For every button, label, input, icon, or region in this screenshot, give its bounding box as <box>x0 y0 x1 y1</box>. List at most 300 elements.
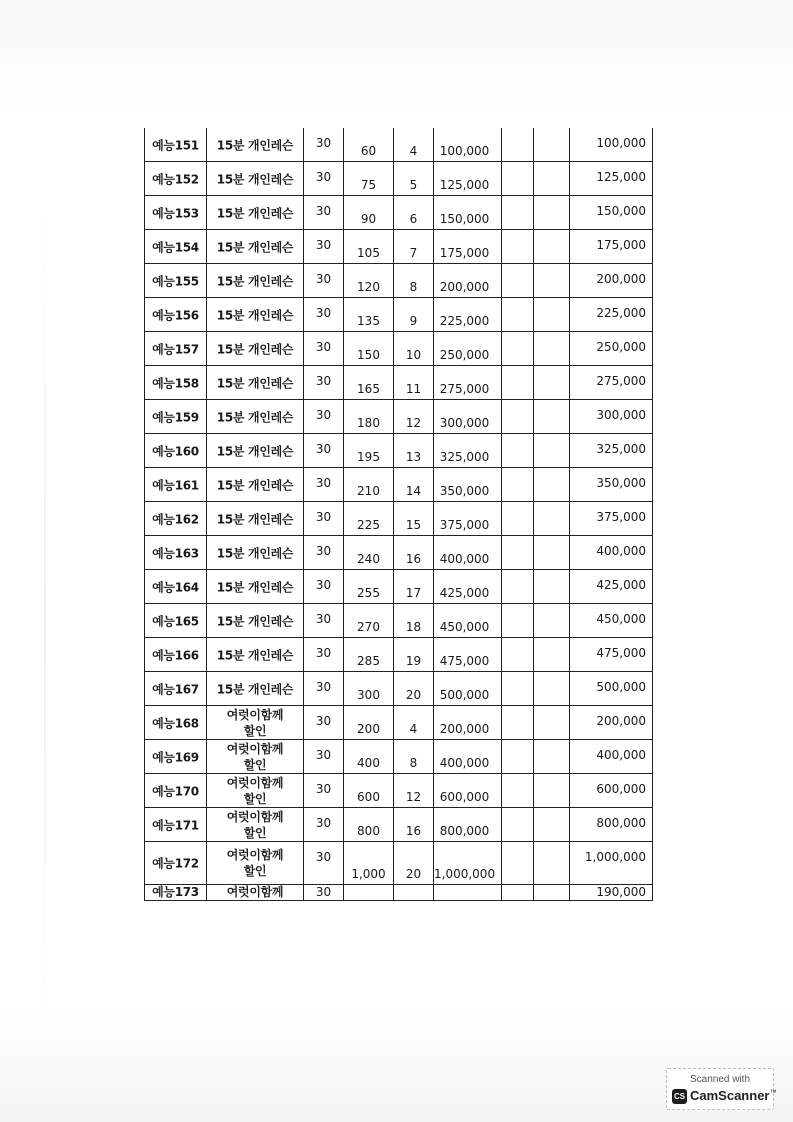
weeks-cell-text: 5 <box>409 178 418 192</box>
weeks-cell-text: 10 <box>405 348 422 362</box>
table-row <box>145 842 653 885</box>
empty-cell-b <box>534 468 570 502</box>
course-name-cell-text <box>207 775 303 807</box>
course-name-line: 할인 <box>243 757 267 772</box>
count-cell-text: 30 <box>315 850 332 864</box>
minutes-cell <box>344 638 394 672</box>
table-row <box>145 468 653 502</box>
count-cell <box>304 332 344 366</box>
table-row <box>145 808 653 842</box>
course-name-cell-text <box>207 646 303 663</box>
table-row <box>145 366 653 400</box>
weeks-cell <box>394 885 434 901</box>
count-cell <box>304 774 344 808</box>
amount-cell-text: 425,000 <box>439 586 490 600</box>
empty-cell-b <box>534 536 570 570</box>
course-name-line: 할인 <box>243 723 267 738</box>
count-cell <box>304 502 344 536</box>
minutes-cell-text: 600 <box>357 790 380 804</box>
weeks-cell <box>394 570 434 604</box>
table-row <box>145 298 653 332</box>
course-name-line: 할인 <box>243 825 267 840</box>
amount-cell <box>434 570 502 604</box>
row-id-cell-text: 예능173 <box>152 885 199 899</box>
weeks-cell-text: 16 <box>405 552 422 566</box>
minutes-cell-text: 105 <box>357 246 380 260</box>
row-id-cell <box>145 706 207 740</box>
row-id-cell <box>145 264 207 298</box>
minutes-cell-text: 400 <box>357 756 380 770</box>
count-cell-text: 30 <box>315 544 332 558</box>
total-cell <box>570 604 653 638</box>
course-name-line: 15분 개인레슨 <box>216 206 294 220</box>
row-id-cell <box>145 162 207 196</box>
total-cell <box>570 570 653 604</box>
count-cell <box>304 604 344 638</box>
row-id-cell <box>145 672 207 706</box>
empty-cell-a <box>502 808 534 842</box>
empty-cell-b <box>534 842 570 885</box>
count-cell-text: 30 <box>315 374 332 388</box>
course-name-cell-text <box>207 374 303 391</box>
minutes-cell-text: 1,000 <box>351 867 386 881</box>
table-row <box>145 128 653 162</box>
total-cell <box>570 468 653 502</box>
table-row <box>145 502 653 536</box>
table-row <box>145 706 653 740</box>
table-row <box>145 536 653 570</box>
total-cell-text: 400,000 <box>596 544 646 558</box>
count-cell-text: 30 <box>315 748 332 762</box>
minutes-cell <box>344 774 394 808</box>
row-id-cell <box>145 434 207 468</box>
minutes-cell-text: 285 <box>357 654 380 668</box>
course-name-line: 15분 개인레슨 <box>216 172 294 186</box>
row-id-cell-text: 예능164 <box>152 580 199 594</box>
empty-cell-a <box>502 885 534 901</box>
count-cell <box>304 196 344 230</box>
empty-cell-b <box>534 502 570 536</box>
course-name-cell-text <box>207 442 303 459</box>
count-cell-text: 30 <box>315 680 332 694</box>
total-cell <box>570 808 653 842</box>
course-name-line: 15분 개인레슨 <box>216 444 294 458</box>
course-name-line: 여럿이함께 <box>226 707 284 722</box>
total-cell <box>570 536 653 570</box>
empty-cell-b <box>534 332 570 366</box>
amount-cell-text: 1,000,000 <box>434 867 496 881</box>
course-name-cell-text <box>207 306 303 323</box>
row-id-cell-text: 예능165 <box>152 614 199 628</box>
row-id-cell <box>145 604 207 638</box>
weeks-cell-text: 7 <box>409 246 418 260</box>
empty-cell-a <box>502 570 534 604</box>
empty-cell-b <box>534 230 570 264</box>
weeks-cell-text: 16 <box>405 824 422 838</box>
empty-cell-b <box>534 264 570 298</box>
total-cell-text: 200,000 <box>596 272 646 286</box>
minutes-cell-text: 240 <box>357 552 380 566</box>
count-cell-text: 30 <box>315 714 332 728</box>
total-cell-text: 100,000 <box>596 136 646 150</box>
row-id-cell-text: 예능167 <box>152 682 199 696</box>
weeks-cell-text: 4 <box>409 722 418 736</box>
total-cell <box>570 298 653 332</box>
amount-cell-text: 175,000 <box>439 246 490 260</box>
row-id-cell <box>145 298 207 332</box>
minutes-cell-text: 210 <box>357 484 380 498</box>
weeks-cell-text: 8 <box>409 756 418 770</box>
course-name-line: 15분 개인레슨 <box>216 580 294 594</box>
total-cell-text: 375,000 <box>596 510 646 524</box>
course-name-cell <box>207 298 304 332</box>
count-cell <box>304 400 344 434</box>
minutes-cell <box>344 332 394 366</box>
empty-cell-a <box>502 366 534 400</box>
course-name-cell-text <box>207 238 303 255</box>
table-row <box>145 230 653 264</box>
weeks-cell <box>394 298 434 332</box>
row-id-cell-text: 예능152 <box>152 172 199 186</box>
course-name-line: 15분 개인레슨 <box>216 546 294 560</box>
table-row <box>145 196 653 230</box>
course-name-cell-text <box>207 680 303 697</box>
minutes-cell <box>344 264 394 298</box>
minutes-cell <box>344 400 394 434</box>
minutes-cell-text: 200 <box>357 722 380 736</box>
course-name-cell-text <box>207 544 303 561</box>
course-name-cell-text <box>207 340 303 357</box>
course-name-cell-text <box>207 408 303 425</box>
minutes-cell <box>344 536 394 570</box>
course-name-cell <box>207 672 304 706</box>
total-cell-text: 125,000 <box>596 170 646 184</box>
empty-cell-b <box>534 672 570 706</box>
minutes-cell-text: 90 <box>360 212 377 226</box>
weeks-cell <box>394 332 434 366</box>
weeks-cell <box>394 400 434 434</box>
row-id-cell <box>145 536 207 570</box>
camscanner-logo-icon: CS <box>672 1089 687 1104</box>
count-cell <box>304 706 344 740</box>
empty-cell-b <box>534 128 570 162</box>
row-id-cell <box>145 885 207 901</box>
table-row <box>145 264 653 298</box>
row-id-cell <box>145 842 207 885</box>
amount-cell <box>434 808 502 842</box>
course-name-cell <box>207 196 304 230</box>
course-name-line: 15분 개인레슨 <box>216 342 294 356</box>
fee-table-body <box>145 128 653 901</box>
row-id-cell-text: 예능169 <box>152 750 199 764</box>
weeks-cell <box>394 264 434 298</box>
course-name-cell-text <box>207 272 303 289</box>
empty-cell-a <box>502 638 534 672</box>
total-cell-text: 800,000 <box>596 816 646 830</box>
minutes-cell <box>344 468 394 502</box>
minutes-cell-text: 150 <box>357 348 380 362</box>
course-name-line: 15분 개인레슨 <box>216 648 294 662</box>
course-name-cell <box>207 706 304 740</box>
total-cell <box>570 672 653 706</box>
course-name-line: 15분 개인레슨 <box>216 376 294 390</box>
total-cell-text: 1,000,000 <box>584 850 646 864</box>
amount-cell <box>434 706 502 740</box>
total-cell-text: 300,000 <box>596 408 646 422</box>
minutes-cell-text: 180 <box>357 416 380 430</box>
weeks-cell <box>394 128 434 162</box>
minutes-cell <box>344 298 394 332</box>
count-cell-text: 30 <box>315 782 332 796</box>
minutes-cell <box>344 230 394 264</box>
course-name-cell <box>207 842 304 885</box>
amount-cell <box>434 740 502 774</box>
course-name-cell-text <box>207 510 303 527</box>
empty-cell-a <box>502 706 534 740</box>
minutes-cell-text: 225 <box>357 518 380 532</box>
count-cell <box>304 842 344 885</box>
course-name-cell <box>207 774 304 808</box>
minutes-cell-text: 255 <box>357 586 380 600</box>
course-name-cell <box>207 570 304 604</box>
camscanner-watermark <box>666 1068 777 1110</box>
minutes-cell <box>344 706 394 740</box>
amount-cell-text: 375,000 <box>439 518 490 532</box>
empty-cell-b <box>534 570 570 604</box>
course-name-cell-text <box>207 136 303 153</box>
weeks-cell <box>394 502 434 536</box>
total-cell <box>570 885 653 901</box>
empty-cell-b <box>534 434 570 468</box>
total-cell-text: 600,000 <box>596 782 646 796</box>
empty-cell-a <box>502 740 534 774</box>
count-cell-text: 30 <box>315 442 332 456</box>
weeks-cell <box>394 808 434 842</box>
weeks-cell <box>394 468 434 502</box>
amount-cell-text: 150,000 <box>439 212 490 226</box>
amount-cell <box>434 196 502 230</box>
course-name-line: 할인 <box>243 864 267 878</box>
count-cell <box>304 570 344 604</box>
total-cell <box>570 264 653 298</box>
total-cell <box>570 434 653 468</box>
table-row <box>145 774 653 808</box>
row-id-cell <box>145 400 207 434</box>
empty-cell-b <box>534 196 570 230</box>
row-id-cell-text: 예능171 <box>152 818 199 832</box>
course-name-cell-text <box>207 885 303 900</box>
paper-edge-shadow <box>44 200 46 1050</box>
empty-cell-b <box>534 162 570 196</box>
amount-cell <box>434 842 502 885</box>
amount-cell <box>434 604 502 638</box>
empty-cell-a <box>502 128 534 162</box>
row-id-cell-text: 예능151 <box>152 138 199 152</box>
total-cell <box>570 366 653 400</box>
total-cell <box>570 842 653 885</box>
empty-cell-b <box>534 885 570 901</box>
minutes-cell <box>344 570 394 604</box>
row-id-cell-text: 예능154 <box>152 240 199 254</box>
minutes-cell-text: 135 <box>357 314 380 328</box>
empty-cell-a <box>502 842 534 885</box>
course-name-cell <box>207 885 304 901</box>
amount-cell-text: 475,000 <box>439 654 490 668</box>
course-name-line: 15분 개인레슨 <box>216 512 294 526</box>
empty-cell-a <box>502 332 534 366</box>
course-name-line: 여럿이함께 <box>226 775 284 790</box>
weeks-cell <box>394 162 434 196</box>
row-id-cell <box>145 808 207 842</box>
minutes-cell <box>344 885 394 901</box>
count-cell <box>304 672 344 706</box>
count-cell-text: 30 <box>315 272 332 286</box>
amount-cell <box>434 536 502 570</box>
amount-cell <box>434 502 502 536</box>
weeks-cell-text: 13 <box>405 450 422 464</box>
count-cell-text: 30 <box>315 170 332 184</box>
course-name-line: 15분 개인레슨 <box>216 614 294 628</box>
minutes-cell <box>344 162 394 196</box>
empty-cell-b <box>534 774 570 808</box>
count-cell-text: 30 <box>315 204 332 218</box>
count-cell <box>304 298 344 332</box>
row-id-cell <box>145 332 207 366</box>
course-name-line: 15분 개인레슨 <box>216 682 294 696</box>
amount-cell <box>434 366 502 400</box>
minutes-cell <box>344 604 394 638</box>
total-cell-text: 175,000 <box>596 238 646 252</box>
empty-cell-a <box>502 536 534 570</box>
row-id-cell <box>145 366 207 400</box>
empty-cell-a <box>502 434 534 468</box>
total-cell-text: 275,000 <box>596 374 646 388</box>
row-id-cell <box>145 502 207 536</box>
count-cell-text: 30 <box>315 646 332 660</box>
course-name-line: 15분 개인레슨 <box>216 138 294 152</box>
amount-cell <box>434 332 502 366</box>
weeks-cell <box>394 706 434 740</box>
total-cell-text: 225,000 <box>596 306 646 320</box>
count-cell-text: 30 <box>315 408 332 422</box>
amount-cell <box>434 298 502 332</box>
weeks-cell-text: 6 <box>409 212 418 226</box>
watermark-brand <box>690 1088 776 1103</box>
row-id-cell-text: 예능159 <box>152 410 199 424</box>
table-row <box>145 434 653 468</box>
amount-cell <box>434 230 502 264</box>
course-name-cell <box>207 536 304 570</box>
amount-cell-text: 200,000 <box>439 722 490 736</box>
amount-cell-text: 350,000 <box>439 484 490 498</box>
empty-cell-b <box>534 808 570 842</box>
course-name-cell-text <box>207 847 303 879</box>
minutes-cell-text: 270 <box>357 620 380 634</box>
row-id-cell <box>145 128 207 162</box>
course-name-cell <box>207 638 304 672</box>
row-id-cell-text: 예능170 <box>152 784 199 798</box>
total-cell <box>570 128 653 162</box>
total-cell-text: 190,000 <box>596 885 646 899</box>
course-name-cell <box>207 264 304 298</box>
total-cell <box>570 332 653 366</box>
row-id-cell <box>145 468 207 502</box>
total-cell <box>570 638 653 672</box>
table-row <box>145 885 653 901</box>
empty-cell-a <box>502 774 534 808</box>
minutes-cell-text: 195 <box>357 450 380 464</box>
minutes-cell-text: 60 <box>360 144 377 158</box>
empty-cell-a <box>502 196 534 230</box>
row-id-cell <box>145 774 207 808</box>
amount-cell <box>434 468 502 502</box>
course-name-line: 여럿이함께 <box>226 848 284 862</box>
total-cell <box>570 196 653 230</box>
amount-cell-text: 200,000 <box>439 280 490 294</box>
weeks-cell <box>394 638 434 672</box>
weeks-cell <box>394 434 434 468</box>
minutes-cell <box>344 842 394 885</box>
total-cell <box>570 502 653 536</box>
empty-cell-a <box>502 264 534 298</box>
count-cell <box>304 468 344 502</box>
count-cell <box>304 740 344 774</box>
row-id-cell-text: 예능153 <box>152 206 199 220</box>
course-name-line: 15분 개인레슨 <box>216 308 294 322</box>
weeks-cell-text: 4 <box>409 144 418 158</box>
course-name-cell-text <box>207 707 303 739</box>
table-row <box>145 638 653 672</box>
table-row <box>145 672 653 706</box>
count-cell <box>304 162 344 196</box>
count-cell <box>304 128 344 162</box>
empty-cell-b <box>534 706 570 740</box>
weeks-cell-text: 8 <box>409 280 418 294</box>
row-id-cell-text: 예능162 <box>152 512 199 526</box>
amount-cell-text: 100,000 <box>439 144 490 158</box>
amount-cell <box>434 400 502 434</box>
weeks-cell-text: 11 <box>405 382 422 396</box>
course-name-line: 15분 개인레슨 <box>216 478 294 492</box>
total-cell <box>570 230 653 264</box>
count-cell-text: 30 <box>315 885 332 899</box>
course-name-cell-text <box>207 578 303 595</box>
minutes-cell-text: 800 <box>357 824 380 838</box>
total-cell-text: 200,000 <box>596 714 646 728</box>
empty-cell-a <box>502 162 534 196</box>
minutes-cell <box>344 128 394 162</box>
count-cell-text: 30 <box>315 238 332 252</box>
weeks-cell-text: 17 <box>405 586 422 600</box>
weeks-cell-text: 14 <box>405 484 422 498</box>
table-row <box>145 740 653 774</box>
minutes-cell <box>344 672 394 706</box>
table-row <box>145 604 653 638</box>
course-name-cell <box>207 434 304 468</box>
count-cell-text: 30 <box>315 340 332 354</box>
total-cell-text: 425,000 <box>596 578 646 592</box>
total-cell <box>570 774 653 808</box>
total-cell-text: 325,000 <box>596 442 646 456</box>
minutes-cell-text: 165 <box>357 382 380 396</box>
empty-cell-a <box>502 468 534 502</box>
weeks-cell-text: 20 <box>405 688 422 702</box>
count-cell-text: 30 <box>315 578 332 592</box>
row-id-cell <box>145 196 207 230</box>
row-id-cell-text: 예능166 <box>152 648 199 662</box>
course-name-line: 할인 <box>243 791 267 806</box>
amount-cell-text: 250,000 <box>439 348 490 362</box>
